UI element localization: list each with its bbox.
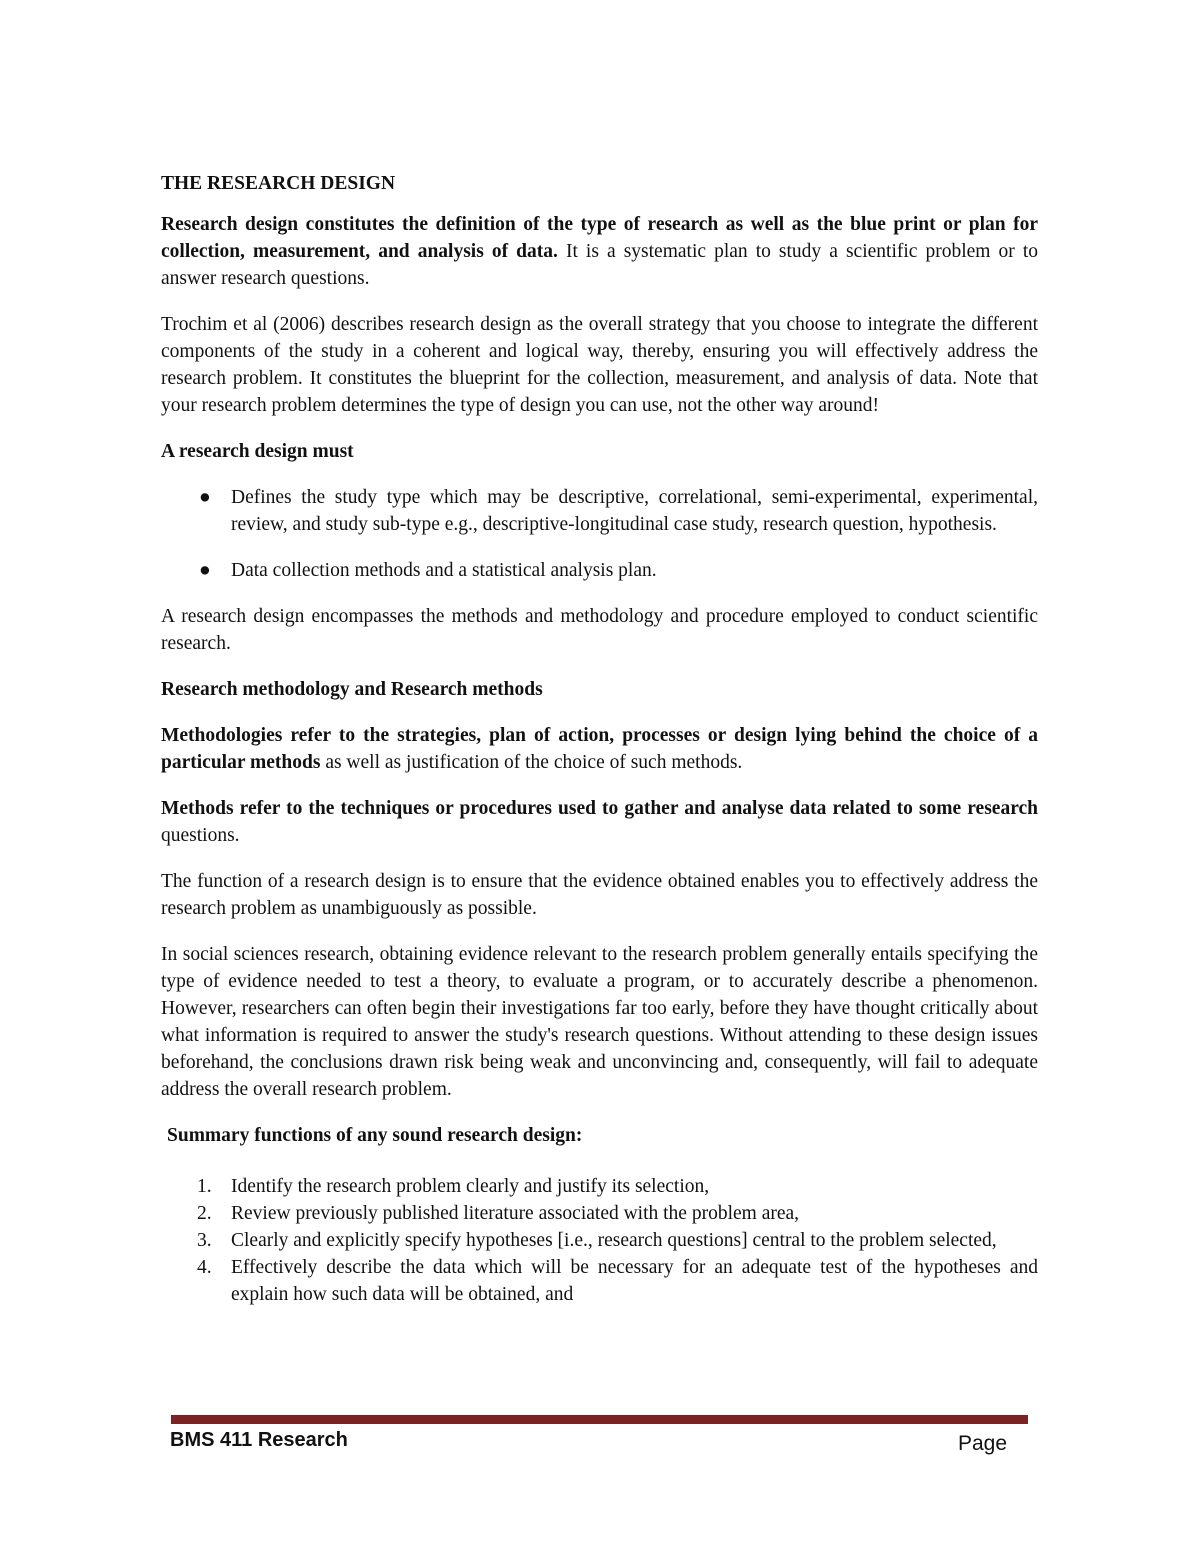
intro-paragraph: [161, 211, 1038, 292]
methods-rest-text: questions.: [161, 825, 240, 846]
page-title: THE RESEARCH DESIGN: [161, 173, 396, 194]
methods-bold-text: Methods refer to the techniques or procedures used to gather and analyse data related to some research: [161, 798, 1038, 819]
list-item: [161, 1254, 1038, 1308]
list-item-text: Clearly and explicitly specify hypotheses [i.e., research questions] central to the problem selected,: [231, 1230, 997, 1251]
document-body: [161, 170, 1038, 1308]
footer-rule: [171, 1415, 1028, 1424]
trochim-paragraph: Trochim et al (2006) describes research design as the overall strategy that you choose to integrate the different components of the study in a coherent and logical way, thereby, ensuring you will effectively address the research problem. It constitutes the blueprint for the collection, measurement, and analysis of data. Note that your research problem determines the type of design you can use, not the other way around!: [161, 314, 1038, 416]
methodologies-paragraph: [161, 722, 1038, 776]
list-number: 3.: [197, 1230, 212, 1251]
footer-page-label: Page: [958, 1432, 1008, 1455]
methodologies-bold-text: Methodologies refer to the strategies, plan of action, processes or design lying behind the choice of a particular methods: [161, 725, 1038, 773]
methods-paragraph: [161, 795, 1038, 849]
bullet-icon: ●: [199, 487, 211, 508]
intro-bold-text: Research design constitutes the definition of the type of research as well as the blue print or plan for collection, measurement, and analysis of data.: [161, 214, 1038, 262]
bullet-icon: ●: [199, 560, 211, 581]
list-item: [161, 1173, 1038, 1200]
list-number: 1.: [197, 1176, 212, 1197]
methodologies-rest-text: as well as justification of the choice of such methods.: [320, 752, 743, 773]
methodology-heading: Research methodology and Research methods: [161, 679, 543, 700]
intro-rest-text: It is a systematic plan to study a scientific problem or to answer research questions.: [161, 241, 1038, 289]
summary-heading: Summary functions of any sound research design:: [167, 1125, 583, 1146]
list-item: [161, 1227, 1038, 1254]
list-item-text: Identify the research problem clearly and justify its selection,: [231, 1176, 710, 1197]
list-number: 2.: [197, 1203, 212, 1224]
must-heading: A research design must: [161, 441, 354, 462]
footer-course-label: [170, 1426, 348, 1451]
summary-list: [161, 1173, 1038, 1308]
list-item-text: Data collection methods and a statistical analysis plan.: [231, 560, 657, 581]
social-paragraph: In social sciences research, obtaining evidence relevant to the research problem generally entails specifying the type of evidence needed to test a theory, to evaluate a program, or to accurately describe a phenomenon. However, researchers can often begin their investigations far too early, before they have thought critically about what information is required to answer the study's research questions. Without attending to these design issues beforehand, the conclusions drawn risk being weak and unconvincing and, consequently, will fail to adequate address the overall research problem.: [161, 944, 1038, 1100]
list-item: [161, 557, 1038, 584]
footer-course-text: BMS 411 Research: [170, 1429, 348, 1451]
list-item-text: Effectively describe the data which will be necessary for an adequate test of the hypotheses and explain how such data will be obtained, and: [231, 1257, 1038, 1305]
list-item: [161, 1200, 1038, 1227]
encompasses-paragraph: A research design encompasses the methods and methodology and procedure employed to conduct scientific research.: [161, 606, 1038, 654]
list-item: [161, 484, 1038, 538]
list-number: 4.: [197, 1257, 212, 1278]
list-item-text: Defines the study type which may be descriptive, correlational, semi-experimental, experimental, review, and study sub-type e.g., descriptive-longitudinal case study, research question, hypothesis.: [231, 487, 1038, 535]
list-item-text: Review previously published literature associated with the problem area,: [231, 1203, 800, 1224]
function-paragraph: The function of a research design is to ensure that the evidence obtained enables you to effectively address the research problem as unambiguously as possible.: [161, 871, 1038, 919]
must-list: [161, 484, 1038, 584]
